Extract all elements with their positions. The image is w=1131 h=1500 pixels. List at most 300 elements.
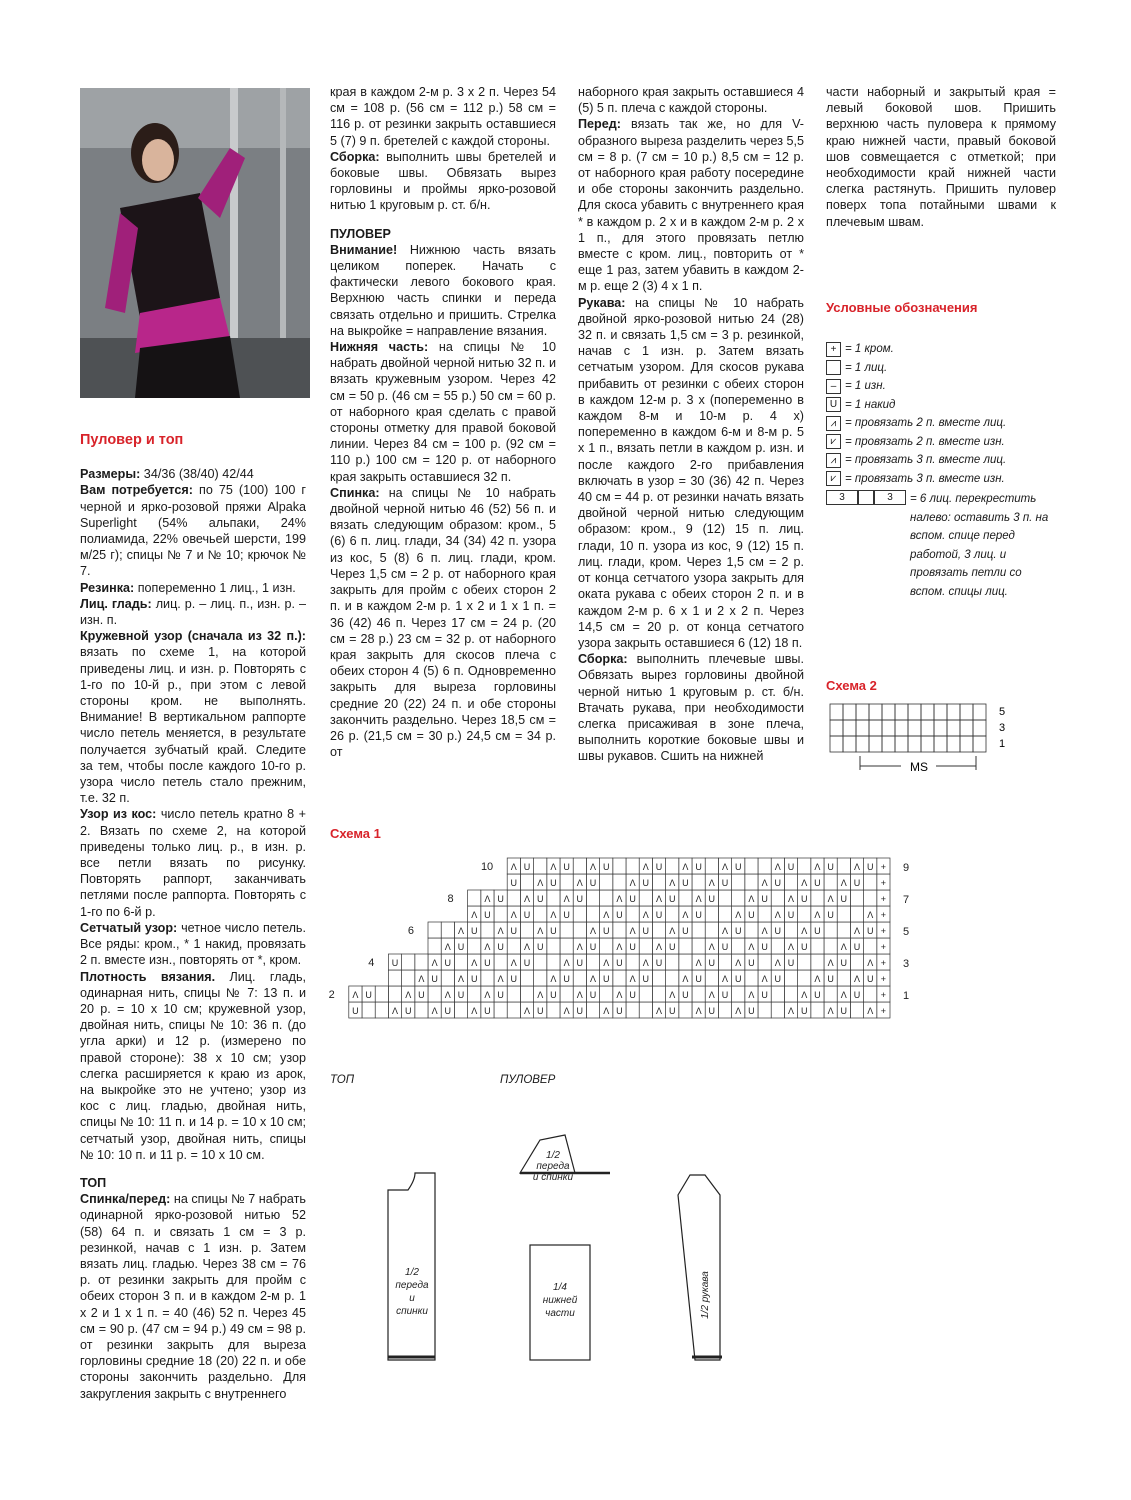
schema1-mark: Λ — [471, 1006, 478, 1016]
schema1-mark: Λ — [735, 1006, 742, 1016]
schema1-mark: U — [616, 910, 623, 920]
schema1-cell — [811, 890, 824, 906]
schema1-cell — [837, 922, 850, 938]
schema1-cell — [560, 922, 573, 938]
schema1-mark: Λ — [576, 942, 583, 952]
schema1-cell — [679, 1002, 692, 1018]
paragraph-lead: Сетчатый узор: — [80, 920, 178, 935]
schema1-cell — [784, 970, 797, 986]
pull-upper-label: 1/2 переда и спинки — [532, 1150, 574, 1183]
legend-symbol-icon: ⩘ — [826, 453, 841, 468]
schema1-mark: Λ — [616, 942, 623, 952]
schema1-cell — [864, 874, 877, 890]
schema1-cell — [652, 970, 665, 986]
schema1-mark: Λ — [563, 1006, 570, 1016]
schema1-cell — [600, 874, 613, 890]
paragraph — [578, 84, 804, 116]
schema1-mark: Λ — [708, 878, 715, 888]
schema1-mark: Λ — [431, 958, 438, 968]
schema1-cell — [388, 986, 401, 1002]
schema1-row-label: 10 — [480, 861, 494, 873]
section-heading: ТОП — [80, 1175, 107, 1190]
schema1-cell — [718, 1002, 731, 1018]
schema1-cell — [626, 954, 639, 970]
legend-symbol-icon: ⩗ — [826, 434, 841, 449]
paragraph — [578, 651, 804, 764]
schema1-mark: U — [431, 974, 438, 984]
schema1-mark: U — [510, 878, 518, 888]
schema2-cell — [934, 704, 947, 720]
schema2-cell — [882, 736, 895, 752]
schema1-mark: U — [576, 894, 584, 904]
legend-text: = провязать 2 п. вместе лиц. — [845, 417, 1007, 429]
schema1-mark: Λ — [563, 894, 570, 904]
schema1-mark: U — [695, 910, 702, 920]
schema1-cell — [613, 970, 626, 986]
schema1-mark: Λ — [457, 974, 465, 984]
schema1-mark: Λ — [708, 990, 715, 1000]
schema1-cell — [534, 906, 547, 922]
schema1-row-label: 6 — [407, 925, 414, 937]
schema1-cell — [798, 954, 811, 970]
schema1-cell — [732, 874, 745, 890]
schema1-cell — [573, 922, 586, 938]
schema1-mark: Λ — [550, 910, 557, 920]
schema1-mark: U — [695, 974, 702, 984]
paragraph-lead: Рукава: — [578, 295, 626, 310]
schema1-mark: U — [629, 942, 636, 952]
schema2-cell — [973, 704, 986, 720]
schema1-mark: U — [510, 926, 518, 936]
schema1-cell — [600, 938, 613, 954]
schema1-mark: Λ — [840, 990, 847, 1000]
schema1-mark: Λ — [537, 990, 544, 1000]
paragraph — [80, 920, 306, 969]
schema1-cell — [679, 938, 692, 954]
legend-cable-text: = 6 лиц. перекрестить налево: оставить 3 п. на вспом. спице перед работой, 3 лиц. и провязать петли со вспом. спицы лиц. — [910, 493, 1049, 598]
paragraph — [80, 466, 306, 482]
schema1-mark: U — [814, 990, 821, 1000]
paragraph — [80, 806, 306, 919]
paragraph — [80, 969, 306, 1163]
legend-symbol-icon — [826, 360, 841, 375]
legend — [826, 340, 1056, 601]
schema1-cell — [811, 954, 824, 970]
schema1-mark: Λ — [735, 958, 742, 968]
legend-symbol-icon: + — [826, 342, 841, 357]
schema1-mark: U — [484, 1006, 491, 1016]
schema2-cell — [895, 720, 908, 736]
schema1-mark: Λ — [682, 974, 689, 984]
schema1-mark: Λ — [827, 1006, 834, 1016]
schema1-mark: U — [470, 974, 478, 984]
schema1-cell — [837, 906, 850, 922]
schema2-cell — [895, 736, 908, 752]
schema1-mark: U — [827, 974, 834, 984]
paragraph-lead: Вам потребуется: — [80, 483, 193, 498]
schema1-mark: U — [616, 1006, 623, 1016]
schema1-cell — [626, 858, 639, 874]
schema1-mark: U — [484, 958, 491, 968]
schema1-mark: U — [761, 942, 768, 952]
schema1-mark: U — [774, 926, 782, 936]
schema1-mark: U — [866, 974, 874, 984]
schema1-cell — [547, 954, 560, 970]
schema1-mark: U — [682, 878, 689, 888]
schema1-cell — [718, 890, 731, 906]
schema1-cell — [784, 874, 797, 890]
schema1-cell — [864, 938, 877, 954]
model-photo — [80, 88, 310, 398]
paragraph-text: Нижнюю часть вязать целиком поперек. Начать с фактически левого бокового края. Верхнюю часть спинки и переда связать отдельно и пришить. Стрелка на выкройке = направление вязания. — [330, 242, 556, 338]
legend-text: = 1 накид — [845, 398, 896, 411]
schema1-mark: Λ — [840, 878, 847, 888]
paragraph — [330, 339, 556, 485]
schema2-title: Схема 2 — [826, 678, 877, 693]
schema1-mark: Λ — [695, 958, 702, 968]
schema1-cell — [798, 970, 811, 986]
paragraph-text: четное число петель. Все ряды: кром., * 1 накид, провязать 2 п. вместе изн., повторять от *, кром. — [80, 920, 306, 968]
schema1-mark: Λ — [589, 926, 597, 936]
paragraph-text: на спицы № 10 набрать двойной ярко-розовой нитью 24 (28) 32 п. и связать 1,5 см = 3 р. резинкой, начав с 1 изн. р. Затем вязать сетчатым узором. Для скосов рукава прибавить от резинки с обеих сторон в каждом 12-м р. 3 x (попеременно в каждом 8-м и 10-м р. 4 x) попеременно в каждом 6-м и 8-м р. 5 x 1 п., вязать петли в каждом р. изн. и после каждого 2-го прибавления включать в узор = 30 (36) 42 п. Через 40 см = 44 р. от резинки начать вязать двойной черной нитью следующим образом: кром., 9 (12) 15 п. лиц. глади, 10 п. узора из кос, 9 (12) 15 п. лиц. глади, кром. Через 1,5 см = 2 р. от конца сетчатого узора закрыть для оката рукава с обеих сторон 2 п. и в каждом 2-м р. 6 x 1 и 2 x 2 п. Через 14,5 см = 20 р. от конца сетчатого узора закрыть оставшиеся 6 (12) 18 п. — [578, 295, 804, 650]
paragraph — [578, 116, 804, 294]
schema1-mark: U — [800, 894, 808, 904]
schema1-cell — [864, 890, 877, 906]
schema1-cell — [652, 874, 665, 890]
schema1-mark: Λ — [523, 1006, 531, 1016]
schema1-cell — [824, 986, 837, 1002]
schema1-mark: Λ — [708, 942, 715, 952]
schema1-cell — [362, 1002, 375, 1018]
schema1-mark: Λ — [444, 942, 451, 952]
schema1-mark: Λ — [603, 910, 610, 920]
paragraph — [80, 1191, 306, 1402]
schema1-mark: Λ — [721, 974, 729, 984]
schema1-mark: U — [365, 990, 372, 1000]
schema1-mark: U — [721, 942, 729, 952]
schema1-mark: Λ — [814, 910, 821, 920]
schema1-mark: Λ — [603, 958, 610, 968]
schema2-cell — [869, 736, 882, 752]
schema1-mark: Λ — [669, 878, 676, 888]
schema1-cell — [666, 858, 679, 874]
legend-text: = провязать 3 п. вместе изн. — [845, 472, 1005, 485]
schema2-cell — [843, 720, 856, 736]
schema1-cell — [824, 874, 837, 890]
schema1-mark: + — [880, 958, 887, 968]
schema1-mark: Λ — [840, 942, 847, 952]
legend-title: Условные обозначения — [826, 300, 978, 315]
schema1-mark: Λ — [735, 910, 742, 920]
schema1-mark: Λ — [523, 942, 531, 952]
paragraph — [80, 628, 306, 806]
schema1-cell — [758, 1002, 771, 1018]
schema1-mark: U — [655, 862, 663, 872]
schema1-mark: U — [774, 878, 782, 888]
schema1-mark: U — [523, 910, 531, 920]
paragraph-text: число петель кратно 8 + 2. Вязать по схеме 2, на которой приведены только лиц. р., в изн. р. все петли вязать по рисунку. Повторять раппорт, заканчивать петлями после раппорта. Повторять с 1-го по 6-й р. — [80, 807, 306, 919]
schema1-mark: + — [880, 862, 887, 872]
schema2-cell — [856, 720, 869, 736]
schema1-mark: U — [391, 958, 399, 968]
schema2-cell — [869, 720, 882, 736]
column-2 — [330, 84, 556, 760]
schema1-mark: Λ — [471, 958, 478, 968]
cable-symbol: 3 3 — [826, 490, 906, 505]
schema1-mark: U — [536, 1006, 544, 1016]
schema1-mark: U — [457, 990, 465, 1000]
schema1-mark: U — [734, 926, 742, 936]
schema1-cell — [507, 986, 520, 1002]
schema1-mark: U — [563, 862, 570, 872]
schema2-cell — [934, 720, 947, 736]
schema1-cell — [428, 938, 441, 954]
schema1-mark: U — [404, 1006, 412, 1016]
paragraph-text: вязать по схеме 1, на которой приведены лиц. и изн. р. Повторять с 1-го по 10-й р., при этом с левой стороны кром. не выполнять. Внимание! В вертикальном раппорте число петель меняется, в результате получается зубчатый край. Следите за тем, чтобы после каждого 10-го р. узора число петель стало прежним, т.е. 32 п. — [80, 645, 306, 806]
schema1-mark: Λ — [431, 1006, 438, 1016]
legend-symbol-icon: ⩗ — [826, 471, 841, 486]
schema1-mark: Λ — [589, 862, 597, 872]
schema1-mark: Λ — [589, 974, 597, 984]
schema1-mark: Λ — [655, 942, 663, 952]
paragraph-lead: Плотность вязания. — [80, 969, 216, 984]
schema1-cell — [507, 1002, 520, 1018]
schema2-cell — [921, 720, 934, 736]
schema1-mark: U — [668, 942, 676, 952]
schema2-cell — [960, 720, 973, 736]
schema1-mark: U — [550, 990, 557, 1000]
schema1-mark: U — [616, 958, 623, 968]
schema1-mark: U — [484, 910, 491, 920]
schema1-cell — [468, 938, 481, 954]
schema1-mark: Λ — [457, 926, 465, 936]
paragraph — [330, 485, 556, 760]
schema2-chart — [826, 700, 1016, 780]
schema1-cell — [520, 986, 533, 1002]
schema1-cell — [388, 970, 401, 986]
schema1-mark: Λ — [616, 894, 623, 904]
schema1-cell — [692, 874, 705, 890]
schema1-cell — [758, 954, 771, 970]
schema1-mark: Λ — [695, 894, 702, 904]
schema1-mark: U — [708, 1006, 716, 1016]
schema1-cell — [811, 1002, 824, 1018]
schema1-cell — [732, 938, 745, 954]
schema1-cell — [639, 938, 652, 954]
schema1-mark: Λ — [721, 926, 729, 936]
paragraph-text: по 75 (100) 100 г черной и ярко-розовой пряжи Alpaka Superlight (54% альпаки, 24% полиамида, 22% овечьей шерсти, 199 м/25 г); спицы № 7 и № 10; крючок № 7. — [80, 483, 306, 579]
schema1-cell — [534, 970, 547, 986]
legend-symbol-icon: ⩘ — [826, 416, 841, 431]
top-label: ТОП — [330, 1074, 355, 1086]
schema1-mark: Λ — [537, 878, 544, 888]
schema1-cell — [718, 954, 731, 970]
schema1-mark: U — [602, 926, 610, 936]
legend-item — [826, 396, 1056, 415]
schema1-mark: Λ — [391, 1006, 399, 1016]
schema2-cell — [908, 704, 921, 720]
schema1-mark: Λ — [510, 958, 517, 968]
schema1-cell — [586, 954, 599, 970]
schema1-mark: U — [866, 926, 874, 936]
schema1-mark: U — [668, 1006, 676, 1016]
schema1-mark: Λ — [484, 942, 491, 952]
schema1-cell — [468, 890, 481, 906]
schema2-cell — [921, 704, 934, 720]
schema1-mark: U — [721, 878, 729, 888]
schema1-cell — [771, 986, 784, 1002]
paragraph-lead: Перед: — [578, 117, 621, 132]
schema1-mark: Λ — [787, 894, 795, 904]
schema1-cell — [784, 922, 797, 938]
schema1-cell — [864, 986, 877, 1002]
schema2-cell — [947, 704, 960, 720]
paragraph-text: Лиц. гладь, одинарная нить, спицы № 7: 13 п. и 20 р. = 10 x 10 см; кружевной узор, двойная нить, спицы № 10: 36 п. (до угла арки) и 12 р. (измерено по правой стороне): 38 x 10 см; узор слегка расширяется к краю из арок, на выкройке это не учтено; узор из кос с лиц. гладью, двойная нить, спицы № 10: 11 п. и 14 р. = 10 x 10 см; сетчатый узор, двойная нить, спицы № 10: 10 п. и 11 р. = 10 x 10 см. — [80, 969, 306, 1162]
schema1-cell — [652, 922, 665, 938]
schema1-cell — [758, 906, 771, 922]
schema1-cell — [573, 970, 586, 986]
schema1-cell — [468, 986, 481, 1002]
schema1-mark: Λ — [418, 974, 425, 984]
schema1-mark: U — [787, 910, 795, 920]
schema1-mark: U — [827, 910, 834, 920]
schema1-mark: U — [814, 878, 821, 888]
paragraph-lead: Спинка: — [330, 485, 380, 500]
paragraph-lead: Резинка: — [80, 580, 135, 595]
schema1-mark: U — [444, 958, 452, 968]
schema1-mark: U — [550, 926, 557, 936]
schema1-mark: Λ — [642, 958, 649, 968]
schema1-mark: Λ — [801, 990, 808, 1000]
schema1-mark: Λ — [497, 974, 504, 984]
schema1-cell — [679, 954, 692, 970]
column-4 — [826, 84, 1056, 230]
schema2-cell — [830, 704, 843, 720]
schema2-cell — [960, 736, 973, 752]
schema1-mark: U — [536, 942, 544, 952]
schema1-mark: Λ — [655, 894, 663, 904]
paragraph — [330, 149, 556, 214]
schema1-mark: U — [695, 862, 702, 872]
schema1-mark: Λ — [550, 862, 557, 872]
sleeve-piece — [678, 1175, 720, 1360]
paragraph-text: на спицы № 10 набрать двойной черной нитью 46 (52) 56 п. и вязать следующим образом: кром., 5 (6) 6 п. лиц. глади, 34 (34) 42 п. узора из кос, 5 (8) 6 п. лиц. глади, кром. Через 1,5 см = 2 р. от наборного края закрыть для пройм с обеих сторон 2 п. и в каждом 2-м р. 1 x 2 и 1 x 1 п. = 36 (42) 46 п. Через 17 см = 24 р. (20 см = 28 р.) 23 см = 32 р. от наборного края закрыть для скосов плеча с обеих сторон 4 (5) 6 п. Одновременно закрыть для выреза горловины средние 20 (22) 24 п. и обе стороны закончить раздельно. Через 18,5 см = 26 р. (21,5 см = 30 р.) 24,5 см = 34 р. от — [330, 485, 556, 760]
schema1-cell — [705, 922, 718, 938]
schema1-cell — [613, 874, 626, 890]
schema1-mark: Λ — [497, 926, 504, 936]
schema1-mark: Λ — [484, 894, 491, 904]
schema1-mark: Λ — [748, 990, 755, 1000]
schema1-cell — [415, 954, 428, 970]
schema2-ms-label: MS — [910, 760, 928, 774]
schema1-mark: Λ — [629, 878, 636, 888]
schema1-mark: U — [655, 910, 663, 920]
schema1-cell — [494, 954, 507, 970]
schema1-mark: Λ — [867, 910, 874, 920]
schema1-mark: Λ — [576, 990, 583, 1000]
schema1-cell — [507, 938, 520, 954]
schema1-cell — [573, 858, 586, 874]
schema1-cell — [679, 890, 692, 906]
schema1-mark: U — [682, 990, 689, 1000]
paragraph-lead: Нижняя часть: — [330, 340, 429, 355]
paragraph-lead: Внимание! — [330, 242, 398, 257]
schema1-cell — [666, 906, 679, 922]
schema1-mark: U — [589, 942, 597, 952]
schema1-mark: + — [880, 990, 887, 1000]
schema1-cell — [375, 1002, 388, 1018]
schema1-mark: U — [563, 974, 570, 984]
schema1-mark: Λ — [774, 958, 781, 968]
column-3 — [578, 84, 804, 765]
paragraph-text: выполнить швы бретелей и боковые швы. Обвязать вырез горловины и проймы ярко-розовой нитью 1 круговым р. ст. б/н. — [330, 149, 556, 213]
schema1-cell — [837, 858, 850, 874]
schema1-mark: Λ — [550, 974, 557, 984]
schema1-mark: U — [642, 878, 650, 888]
schema1-row-label: 8 — [447, 893, 454, 905]
schema1-mark: U — [418, 990, 425, 1000]
schema1-cell — [600, 890, 613, 906]
schema2-cell — [947, 720, 960, 736]
schema1-cell — [639, 890, 652, 906]
schema2-row-5: 5 — [999, 706, 1006, 718]
schema1-mark: U — [523, 958, 531, 968]
schema1-mark: U — [470, 926, 478, 936]
schema1-mark: U — [352, 1006, 359, 1016]
schema1-mark: Λ — [537, 926, 544, 936]
schema1-mark: Λ — [471, 910, 478, 920]
schema2-cell — [973, 736, 986, 752]
schema1-cell — [837, 970, 850, 986]
schema2-cell — [869, 704, 882, 720]
schema1-mark: + — [880, 942, 887, 952]
schema1-cell — [415, 1002, 428, 1018]
paragraph-text: лиц. р. – лиц. п., изн. р. – изн. п. — [80, 596, 307, 628]
schema1-cell — [639, 986, 652, 1002]
schema1-cell — [573, 906, 586, 922]
paragraph-lead: Лиц. гладь: — [80, 596, 152, 611]
schema1-mark: Λ — [682, 910, 689, 920]
legend-item — [826, 377, 1056, 396]
schema1-mark: Λ — [603, 1006, 610, 1016]
schema1-mark: U — [800, 942, 808, 952]
schema1-cell — [613, 858, 626, 874]
schema1-cell — [692, 986, 705, 1002]
schema1-mark: U — [866, 862, 874, 872]
schema1-mark: U — [668, 894, 676, 904]
schema1-mark: U — [708, 894, 716, 904]
schema1-mark: U — [748, 1006, 755, 1016]
schema1-mark: Λ — [629, 974, 636, 984]
paragraph — [80, 482, 306, 579]
schema1-cell — [547, 938, 560, 954]
schema1-mark: Λ — [352, 990, 359, 1000]
schema1-mark: U — [840, 1006, 848, 1016]
schema1-mark: Λ — [761, 926, 768, 936]
schema1-mark: Λ — [616, 990, 623, 1000]
schema1-mark: U — [444, 1006, 452, 1016]
schema2-row-3: 3 — [999, 722, 1006, 734]
schema1-cell — [481, 970, 494, 986]
schema1-mark: Λ — [853, 862, 861, 872]
schema1-mark: U — [457, 942, 465, 952]
schema1-mark: U — [602, 974, 610, 984]
schema1-mark: Λ — [444, 990, 451, 1000]
schema1-cell — [560, 938, 573, 954]
schema1-mark: U — [814, 926, 821, 936]
legend-item — [826, 433, 1056, 452]
schema1-cell — [732, 986, 745, 1002]
